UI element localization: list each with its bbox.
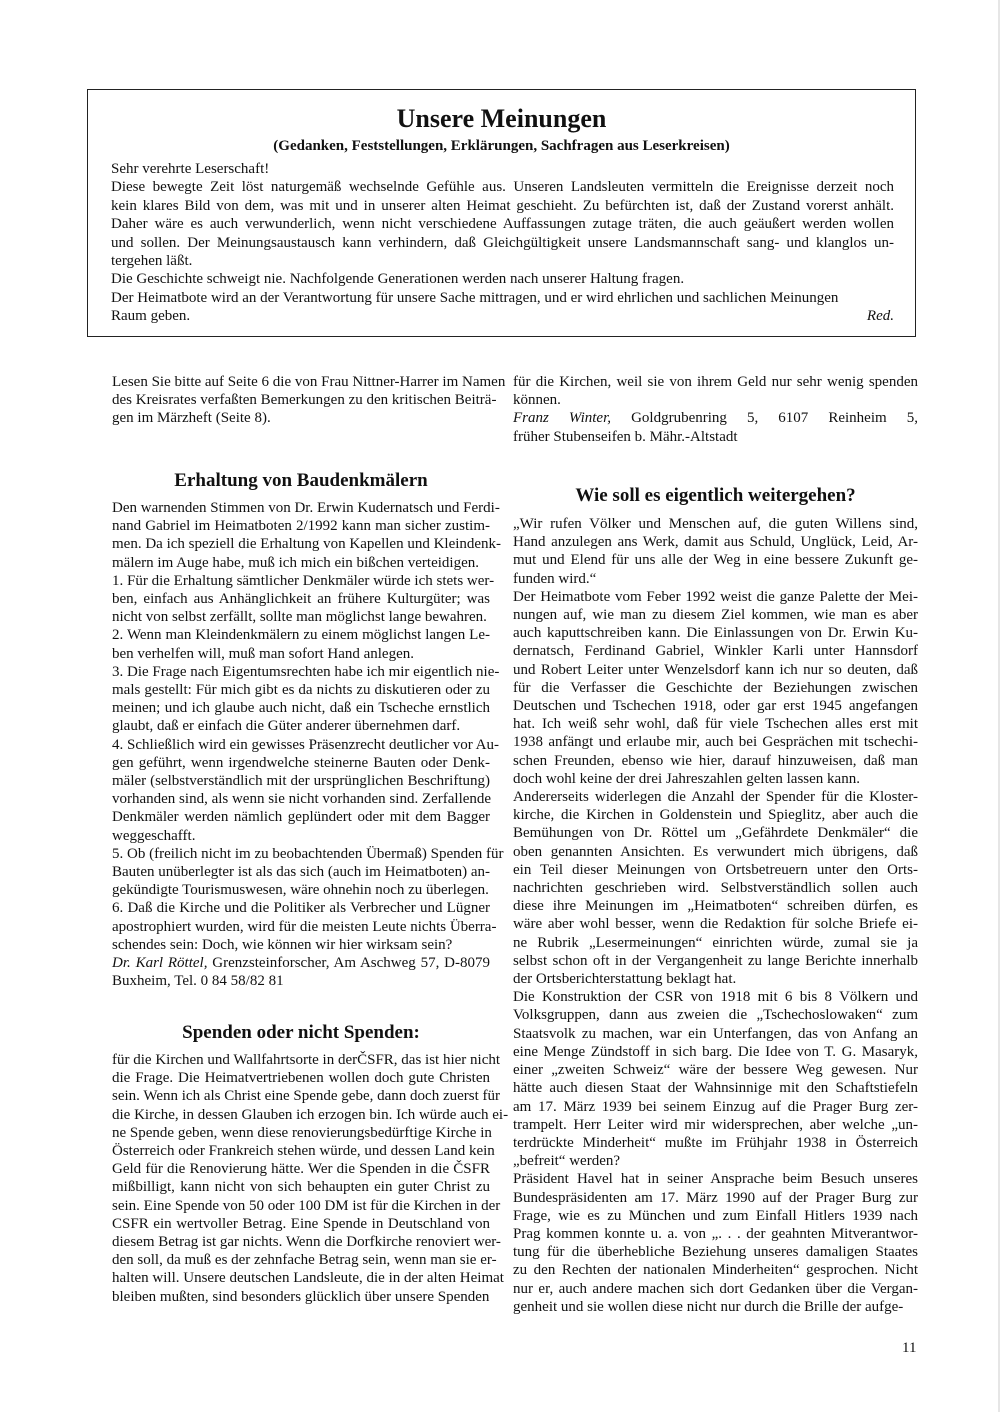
text-line: des Kreisrates verfaßten Bemerkungen zu den kritischen Beiträ-: [112, 392, 497, 409]
text-line: den soll, da muß es der zehnfache Betrag sein, wenn man sie er-: [112, 1252, 497, 1269]
text-line: tung für die überhebliche Beziehung unseres damaligen Staates: [513, 1244, 918, 1261]
left-column: [112, 373, 509, 1333]
intro-note: [112, 373, 506, 428]
text-line: Sehr verehrte Leserschaft!: [111, 161, 270, 177]
text-line: zu den Rechten der nationalen Minderheiten“ gesprochen. Nicht: [513, 1262, 918, 1279]
text-line: Die Geschichte schweigt nie. Nachfolgende Generationen werden nach unserer Haltung fragen.: [111, 271, 685, 288]
heading-baudenkmaeler: Erhaltung von Baudenkmälern: [174, 470, 428, 491]
text-line: Diese bewegte Zeit löst naturgemäß wechselnde Gefühle aus. Unseren Landsleuten vermitteln die Ereignisse derzeit noch: [111, 179, 894, 196]
author-address-2: früher Stubenseifen b. Mähr.-Altstadt: [513, 428, 738, 445]
text-line: mälern im Auge habe, muß ich mich ein bißchen verteidigen.: [112, 554, 479, 571]
text-line: Hand anzulegen ans Werk, damit aus Schuld, Unglück, Leid, Ar-: [513, 534, 918, 551]
text-line: mißbilligt, kann nicht von sich behaupten ein guter Christ zu: [112, 1179, 490, 1196]
text-line: 4. Schließlich wird ein gewisses Präsenzrecht deutlicher vor Au-: [112, 736, 499, 753]
text-line: apostrophiert wurden, wird für die meisten Leute nichts Überra-: [112, 918, 497, 935]
right-column: [513, 373, 918, 1333]
text-line: ben verhelfen will, muß man sofort Hand anlegen.: [112, 645, 414, 662]
page-number: 11: [902, 1340, 917, 1356]
text-line: Bemühungen von Dr. Röttel um „Gefährdete Denkmäler“ die: [513, 825, 918, 842]
author-address: Goldgrubenring 5, 6107 Reinheim 5,: [611, 410, 918, 427]
text-line: Lesen Sie bitte auf Seite 6 die von Frau Nittner-Harrer im Namen: [112, 374, 506, 390]
text-line: hat. Ich weiß sehr wohl, daß für viele Tschechen alles erst mit: [513, 716, 918, 733]
text-line: eine Menge Zündstoff in sich barg. Die Idee von T. G. Masaryk,: [513, 1043, 918, 1060]
author-line: [112, 954, 490, 972]
text-line: Bundespräsidenten am 17. März 1990 auf der Prager Burg zur: [513, 1189, 918, 1206]
text-line: terdrückte Minderheit“ mußte im Frühjahr 1938 in Österreich: [513, 1134, 918, 1151]
text-line: Daher wäre es auch verwunderlich, wenn nicht verschiedene Auffassungen zutage träten, die auch geäußert werden wollen: [111, 216, 894, 233]
text-line: diesem Betrag ist gar nichts. Wenn die Dorfkirche renoviert wer-: [112, 1234, 501, 1251]
text-line: weggeschafft.: [112, 827, 196, 844]
text-line: 2. Wenn man Kleindenkmälern zu einem möglichst langen Le-: [112, 627, 490, 644]
box-body: [111, 160, 894, 326]
text-line: funden wird.“: [513, 570, 597, 587]
text-line: diese ihre Meinungen im „Heimatboten“ schreiben dürfen, es: [513, 898, 918, 915]
text-line: einer „zweiten Schweiz“ wäre der bessere Weg gewesen. Nur: [513, 1062, 918, 1079]
text-line: sein. Eine Spende von 50 oder 100 DM ist für die Kirchen in der: [112, 1197, 501, 1214]
author-address: Grenzsteinforscher, Am Aschweg 57, D-8079: [207, 955, 490, 972]
text-line: nachrichten geschrieben wird. Selbstverständlich sollen auch: [513, 880, 918, 897]
signature: Red.: [866, 308, 894, 325]
text-line: selbst schon oft in der Vergangenheit zu lange Berichte innerhalb: [513, 952, 918, 969]
text-line: nicht von selbst zerfällt, sollte man möglichst lange bewahren.: [112, 609, 487, 626]
text-line: mäler (selbstverständlich mit der ursprünglichen Beschriftung): [112, 773, 490, 790]
text-line: glaubt, daß er einfach die Güter anderer übernehmen darf.: [112, 718, 461, 735]
text-line: „Wir rufen Völker und Menschen auf, die guten Willens sind,: [513, 516, 918, 532]
text-line: 5. Ob (freilich nicht im zu beobachtenden Übermaß) Spenden für: [112, 845, 504, 862]
text-line: doch wohl keine der drei Jahreszahlen gelten lassen kann.: [513, 770, 860, 787]
text-line: ne Rubrik „Lesermeinungen“ einrichten würde, zumal sie ja: [513, 934, 918, 951]
text-line: mals gestellt: Für mich gibt es da nichts zu diskutieren oder zu: [112, 682, 490, 699]
author-name: Dr. Karl Röttel,: [112, 955, 208, 972]
text-line: können.: [513, 392, 561, 409]
text-line: 3. Die Frage nach Eigentumsrechten habe ich mir eigentlich nie-: [112, 663, 500, 680]
text-line: trampelt. Herr Leiter wird mir widersprechen, aber welche „un-: [513, 1116, 918, 1133]
text-line: die Kirche, in dessen Glauben ich erzogen bin. Ich würde auch ei-: [112, 1106, 509, 1123]
author-address-2: Buxheim, Tel. 0 84 58/82 81: [112, 973, 284, 990]
text-line: Denkmäler werden nämlich geplündert oder mit dem Bagger: [112, 809, 490, 826]
text-line: hätte auch diesen Staat der Wahnsinnige mit den Schaftstiefeln: [513, 1080, 918, 1097]
text-line: schendes sein: Doch, wie können wir hier wirksam sein?: [112, 936, 453, 953]
text-line: „befreit“ werden?: [513, 1153, 621, 1170]
text-line: Der Heimatbote vom Feber 1992 weist die ganze Palette der Mei-: [513, 588, 918, 605]
spenden-continuation: [513, 373, 918, 446]
text-line: 6. Daß die Kirche und die Politiker als Verbrecher und Lügner: [112, 900, 490, 917]
text-line: Deutschen und Tschechen 1918, oder gar erst 1945 angefangen: [513, 698, 918, 715]
text-line: 1938 anfängt und erlaube mir, auch bei Gesprächen mit tschechi-: [513, 734, 918, 751]
text-line: Präsident Havel hat in seiner Ansprache beim Besuch unseres: [513, 1171, 918, 1188]
text-line: schen Freunden, ebenso wie hier, darauf hinzuweisen, daß man: [513, 752, 918, 769]
text-line: genheit und sie wollen diese nicht nur durch die Brille der aufge-: [513, 1298, 904, 1315]
text-line: Geld für die Renovierung hätte. Wer die Spenden in die ČSFR: [112, 1161, 490, 1178]
text-line: und Robert Leiter unter Wenzelsdorf kann ich nur so deuten, daß: [513, 661, 918, 678]
box-closing: [111, 307, 894, 325]
text-line: die Frage. Die Heimatvertriebenen wollen doch gute Christen: [112, 1070, 490, 1087]
box-title: Unsere Meinungen: [396, 104, 607, 133]
text-line: und sollen. Der Meinungsaustausch kann verhindern, daß Gleichgültigkeit unsere Landsmannschaft sang- und klanglos un-: [111, 234, 894, 251]
text-line: dernatsch, Ferdinand Gabriel, Winkler Karli unter Hannsdorf: [513, 643, 918, 660]
text-line: sein. Wenn ich als Christ eine Spende gebe, dann doch zuerst für: [112, 1088, 500, 1105]
text-line: meinen; und ich glaube auch nicht, daß ein Tscheche ernstlich: [112, 700, 490, 717]
text-line: 1. Für die Erhaltung sämtlicher Denkmäler würde ich stets wer-: [112, 572, 495, 589]
text-line: ein Teil dieser Meinungen von Ortsbetreuern unter den Orts-: [513, 861, 918, 878]
article-baudenkmaeler: [112, 499, 504, 990]
text-line: Frage, wie es zu München und zum Einfall Hitlers 1939 nach: [513, 1207, 918, 1224]
text-line: der Ortsberichterstattung beklagt hat.: [513, 971, 737, 988]
article-spenden: [112, 1051, 509, 1306]
editorial-box: [87, 89, 916, 337]
text-line: halten will. Unsere deutschen Landsleute, die in der alten Heimat: [112, 1270, 504, 1287]
text-line: für die Verfasser die Geschichte der Beziehungen zwischen: [513, 679, 918, 696]
text-line: Der Heimatbote wird an der Verantwortung für unsere Sache mittragen, und er wird ehrlichen und sachlichen Meinungen: [111, 289, 839, 306]
text-line: vorhanden sind, als wenn sie nicht vorhanden sind. Zerfallende: [112, 791, 492, 808]
closing-line: Raum geben.: [111, 308, 191, 325]
text-line: ben, einfach aus Anhänglichkeit an frühere Kulturgüter; was: [112, 591, 490, 608]
text-line: kein klares Bild von dem, was mit und in unserer alten Heimat geschieht. Zu befürchten ist, daß der Zustand vorerst anhält.: [111, 197, 894, 214]
text-line: CSFR ein wertvoller Betrag. Eine Spende in Deutschland von: [112, 1215, 490, 1232]
text-line: bleiben mußten, sind besonders glücklich über unsere Spenden: [112, 1288, 490, 1305]
text-line: gen geführt, wenn irgendwelche steinerne Bauten oder Denk-: [112, 754, 490, 771]
text-line: men. Da ich speziell die Erhaltung von Kapellen und Kleindenk-: [112, 536, 502, 553]
text-line: Prag kommen konnte u. a. von „. . . der geahnten Mitverantwor-: [513, 1225, 918, 1242]
box-subtitle: (Gedanken, Feststellungen, Erklärungen, Sachfragen aus Leserkreisen): [273, 138, 730, 154]
text-line: Den warnenden Stimmen von Dr. Erwin Kudernatsch und Ferdi-: [112, 500, 500, 516]
text-line: nungen auf, wie man zu diesem Ziel kommen, wie man es aber: [513, 607, 918, 624]
text-line: Staatsvolk zu machen, war ein Unterfangen, das von Anfang an: [513, 1025, 918, 1042]
text-line: für die Kirchen und Wallfahrtsorte in derČSFR, das ist hier nicht: [112, 1052, 501, 1068]
text-line: Österreich oder Frankreich stehen würde, und dessen Land kein: [112, 1143, 495, 1160]
text-line: nand Gabriel im Heimatboten 2/1992 kann man sicher zustim-: [112, 518, 490, 535]
author-name: Franz Winter,: [513, 410, 611, 427]
text-line: auch kaputtschreiben kann. Die Einlassungen von Dr. Erwin Ku-: [513, 625, 918, 642]
text-line: am 17. März 1939 bei seinem Einzug auf die Prager Burg zer-: [513, 1098, 918, 1115]
text-line: oben genannten Ansichten. Es verwundert mich übrigens, daß: [513, 843, 918, 860]
text-line: Bauten unüberlegter ist als das sich (auch im Heimatboten) an-: [112, 864, 490, 881]
text-line: nur er, auch andere machen sich dort Gedanken über die Vergan-: [513, 1280, 918, 1297]
article-weitergehen: [513, 515, 918, 1316]
text-line: Andererseits widerlegen die Anzahl der Spender für die Kloster-: [513, 789, 918, 806]
text-line: kirche, die Kirchen in Goldenstein und Spieglitz, aber auch die: [513, 807, 918, 824]
heading-weitergehen: Wie soll es eigentlich weitergehen?: [575, 485, 856, 506]
text-line: gekündigte Tourismuswesen, wäre ohnehin noch zu überlegen.: [112, 882, 489, 899]
author-line: [513, 409, 918, 427]
box-paragraphs: [111, 160, 894, 307]
text-line: mut und Elend für uns alle der Weg in eine bessere Zukunft ge-: [513, 552, 918, 569]
text-line: Die Konstruktion der CSR von 1918 mit 6 bis 8 Völkern und: [513, 989, 918, 1006]
heading-spenden: Spenden oder nicht Spenden:: [182, 1022, 420, 1043]
text-line: gen im Märzheft (Seite 8).: [112, 410, 271, 427]
text-line: ne Spende geben, wenn diese renovierungsbedürftige Kirche in: [112, 1124, 492, 1141]
text-line: für die Kirchen, weil sie von ihrem Geld nur sehr wenig spenden: [513, 374, 918, 390]
text-line: Volksgruppen, dann aus zweien die „Tschechoslowaken“ zum: [513, 1007, 918, 1024]
text-line: tergehen läßt.: [111, 253, 193, 270]
text-line: wäre aber wohl besser, wenn die Redaktion für solche Briefe ei-: [513, 916, 918, 933]
